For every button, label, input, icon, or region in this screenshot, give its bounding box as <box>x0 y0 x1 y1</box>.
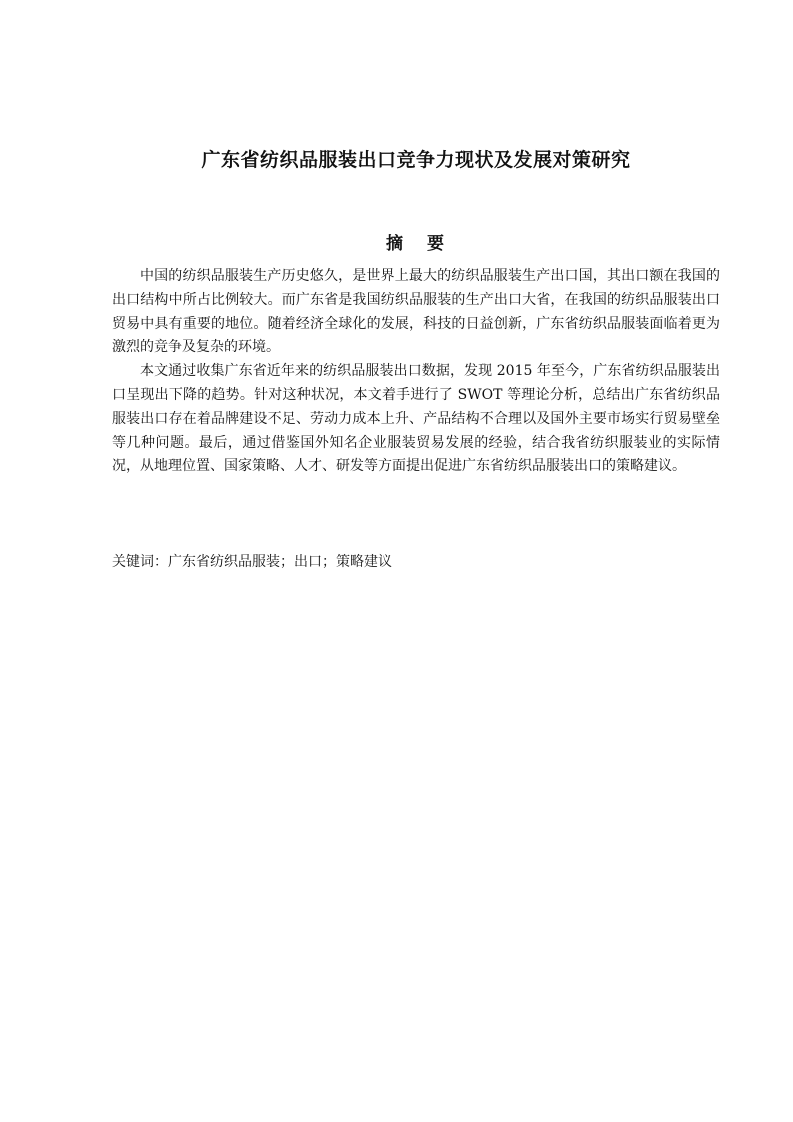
abstract-heading-char-1: 摘 <box>386 234 405 254</box>
keywords-label: 关键词： <box>112 554 168 570</box>
abstract-heading-char-2: 要 <box>427 234 446 254</box>
abstract-paragraph-1: 中国的纺织品服装生产历史悠久，是世界上最大的纺织品服装生产出口国，其出口额在我国的出口结构中所占比例较大。而广东省是我国纺织品服装的生产出口大省，在我国的纺织品服装出口贸易中具有重要的地位。随着经济全球化的发展，科技的日益创新，广东省纺织品服装面临着更为激烈的竞争及复杂的环境。 <box>112 268 720 356</box>
abstract-paragraph-2: 本文通过收集广东省近年来的纺织品服装出口数据，发现 2015 年至今，广东省纺织品服装出口呈现出下降的趋势。针对这种状况，本文着手进行了 SWOT 等理论分析，总结出广东省纺织品服装出口存在着品牌建设不足、劳动力成本上升、产品结构不合理以及国外主要市场实行贸易壁垒等几种问题。最后，通过借鉴国外知名企业服装贸易发展的经验，结合我省纺织服装业的实际情况，从地理位置、国家策略、人才、研发等方面提出促进广东省纺织品服装出口的策略建议。 <box>112 363 720 475</box>
abstract-heading <box>112 229 720 254</box>
keywords-line <box>112 552 720 572</box>
abstract-body <box>112 265 720 479</box>
document-title: 广东省纺织品服装出口竞争力现状及发展对策研究 <box>201 149 631 171</box>
keywords-value: 广东省纺织品服装；出口；策略建议 <box>168 554 392 570</box>
